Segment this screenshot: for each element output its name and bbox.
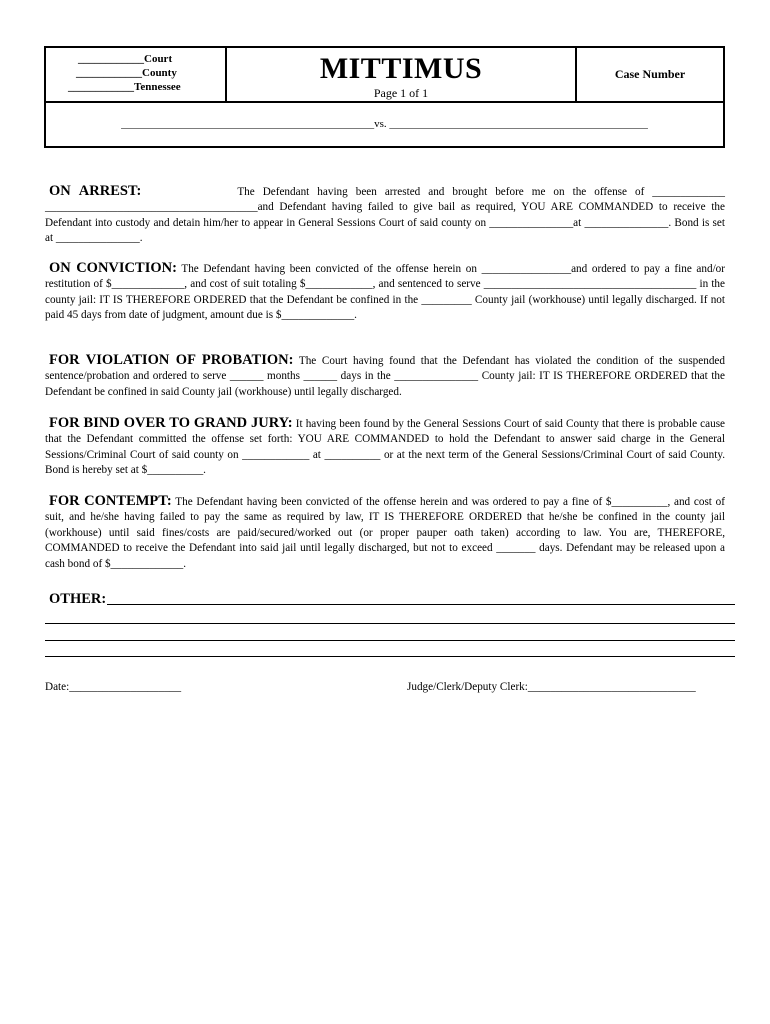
section-violation-of-probation xyxy=(45,353,725,400)
other-lines xyxy=(45,608,735,657)
other-field-line[interactable] xyxy=(107,604,735,605)
section-text: The Court having found that the Defendant has violated the condition of the suspended sentence/probation and ordered to serve ______ months ______ days in the _______________ County jail: IT IS THEREFORE ORDERED that the Defendant be confined in said County jail (workhouse) until legally discharged. xyxy=(45,355,725,398)
court-cell xyxy=(46,48,227,101)
parties-field[interactable]: ______________________________________________vs. _______________________________________________ xyxy=(121,118,648,130)
other-field-line[interactable] xyxy=(45,624,735,640)
other-field-line[interactable] xyxy=(45,608,735,624)
section-text: The Defendant having been convicted of the offense herein and was ordered to pay a fine of $__________, and cost of suit, and he/she having failed to pay the same as required by law, IT IS THEREFORE ORDERED that he/she be confined in the county jail (workhouse) until said fines/costs are paid/secured/worked out (or proper pauper oath taken) according to law. You are, THEREFORE, COMMANDED to receive the Defendant into said jail until legally discharged, but not to exceed _______ days. Defendant may be released upon a cash bond of $_____________. xyxy=(45,496,725,570)
section-text: It having been found by the General Sessions Court of said County that there is probable cause that the Defendant committed the offense set forth: YOU ARE COMMANDED to hold the Defendant to answer said charge in the General Sessions/Criminal Court of said county on ____________ at __________ or at the next term of the General Sessions/Criminal Court of said County. Bond is hereby set at $__________. xyxy=(45,418,726,477)
document-title: MITTIMUS xyxy=(319,52,483,85)
judge-signature-field[interactable]: Judge/Clerk/Deputy Clerk:______________________________ xyxy=(407,681,696,693)
section-on-conviction xyxy=(45,261,725,324)
section-for-contempt xyxy=(45,494,725,572)
other-field-line[interactable] xyxy=(45,641,735,657)
state-field[interactable]: ____________Tennessee xyxy=(68,81,181,93)
case-number-field[interactable] xyxy=(577,48,723,101)
section-on-arrest xyxy=(45,184,725,247)
header-top-row xyxy=(46,48,723,103)
section-bind-over-grand-jury xyxy=(45,416,725,479)
date-field[interactable]: Date:____________________ xyxy=(45,681,182,693)
county-field[interactable]: ____________County xyxy=(76,67,177,79)
title-cell xyxy=(227,48,577,101)
section-heading: ON CONVICTION: xyxy=(49,260,177,276)
section-other xyxy=(45,588,735,657)
page-indicator: Page 1 of 1 xyxy=(373,86,429,100)
section-heading: OTHER: xyxy=(49,591,107,607)
other-first-line xyxy=(45,588,735,608)
case-number-label: Case Number xyxy=(614,67,686,81)
section-heading: FOR BIND OVER TO GRAND JURY: xyxy=(49,415,293,431)
section-text: The Defendant having been convicted of the offense herein on ________________and ordered to pay a fine and/or restitution of $_____________, and cost of suit totaling $____________, and sentenced to serve ______________________________________ in the county jail: IT IS THEREFORE ORDERED that the Defendant be confined in the _________ County jail (workhouse) until legally discharged. If not paid 45 days from date of judgment, amount due is $_____________. xyxy=(45,263,725,322)
section-heading: FOR CONTEMPT: xyxy=(49,493,172,509)
court-field[interactable]: ____________Court xyxy=(78,53,173,65)
section-heading: FOR VIOLATION OF PROBATION: xyxy=(49,352,294,368)
header-box xyxy=(44,46,725,148)
section-text: The Defendant having been arrested and brought before me on the offense of _____________ ______________________________________and Defendant having failed to give bail as required, YOU ARE COMMANDED to receive the Defendant into custody and detain him/her to appear in General Sessions Court of said county on _______________at _______________. Bond is set at _______________. xyxy=(45,186,726,245)
section-heading: ON ARREST: xyxy=(49,183,142,199)
